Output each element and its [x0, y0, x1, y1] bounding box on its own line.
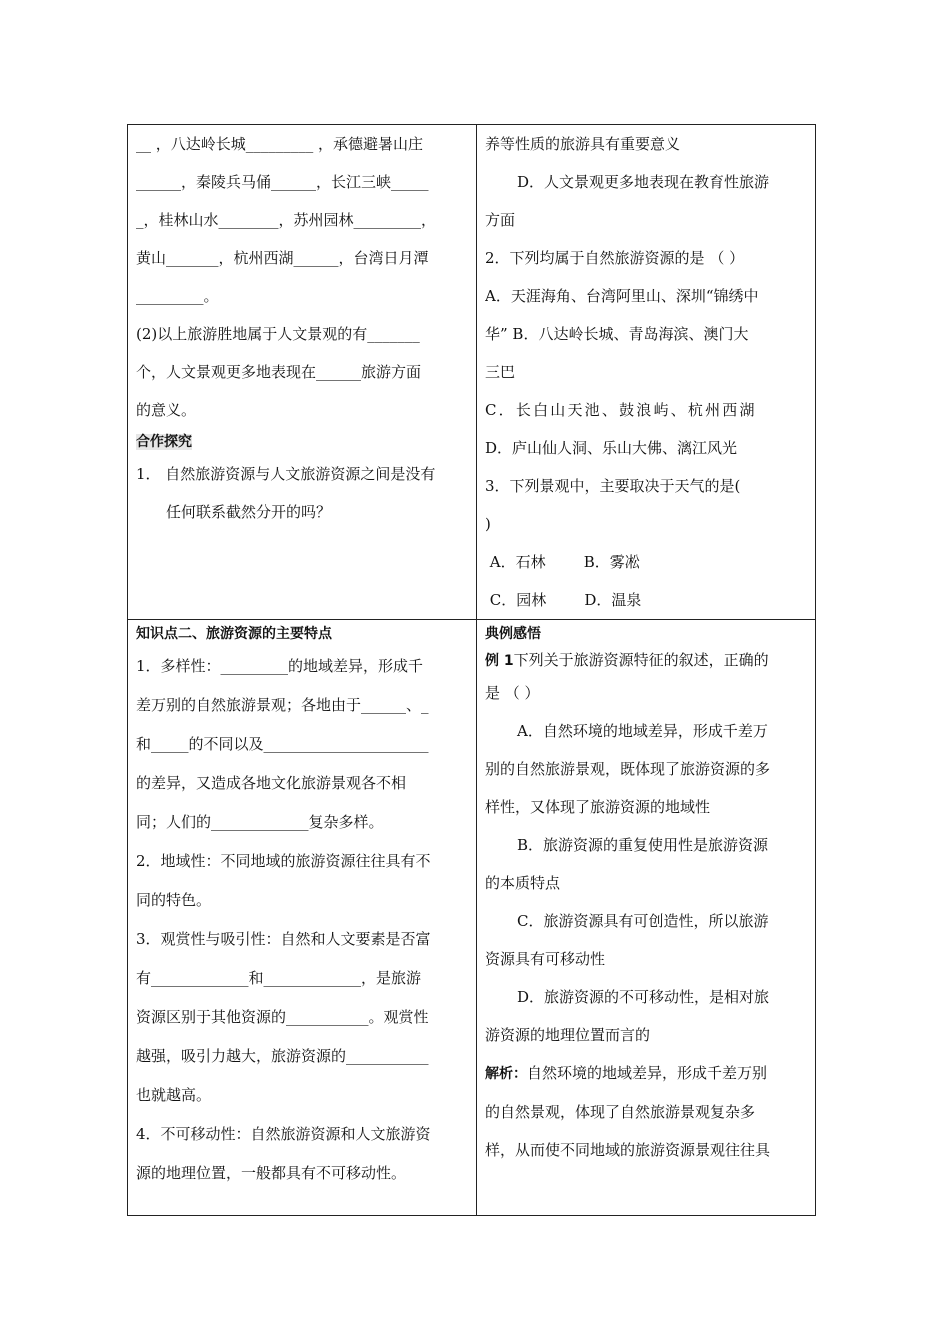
- top-right-cell: [485, 125, 811, 619]
- example-line: 别的自然旅游景观，既体现了旅游资源的多: [485, 760, 771, 778]
- analysis-line: 的自然景观，体现了自然旅游景观复杂多: [485, 1103, 756, 1121]
- question-line: 的意义。: [136, 401, 197, 419]
- feature-regionality: 2．地域性：不同地域的旅游资源往往具有不: [136, 852, 431, 870]
- option-d: D．庐山仙人洞、乐山大佛、漓江风光: [485, 439, 738, 457]
- fill-blank-line: _，桂林山水________，苏州园林_________，: [136, 211, 437, 229]
- feature-text: 越强，吸引力越大，旅游资源的___________: [136, 1047, 429, 1065]
- option-c: C．长白山天池、鼓浪屿、杭州西湖: [485, 401, 757, 419]
- question-2: 2．下列均属于自然旅游资源的是 （ ）: [485, 249, 745, 267]
- example-line: 游资源的地理位置而言的: [485, 1026, 651, 1044]
- question-3-paren: ): [485, 515, 491, 533]
- option-text: D．人文景观更多地表现在教育性旅游: [517, 173, 770, 191]
- example-option-c: C．旅游资源具有可创造性，所以旅游: [517, 912, 769, 930]
- bottom-left-cell: [136, 621, 470, 1193]
- question-3: 3．下列景观中，主要取决于天气的是(: [485, 477, 741, 495]
- example-heading: 典例感悟: [485, 626, 541, 642]
- analysis-line: 样，从而使不同地域的旅游资源景观往往具: [485, 1141, 771, 1159]
- analysis-text: 自然环境的地域差异，形成千差万别: [527, 1064, 768, 1082]
- feature-text: 有_____________和_____________，是旅游: [136, 969, 422, 987]
- feature-text: 源的地理位置，一般都具有不可移动性。: [136, 1164, 407, 1182]
- knowledge-point-heading: 知识点二、旅游资源的主要特点: [136, 626, 332, 642]
- section-heading-cooperative-inquiry: 合作探究: [136, 434, 192, 450]
- example-line: 样性，又体现了旅游资源的地域性: [485, 798, 711, 816]
- feature-text: 资源区别于其他资源的___________。观赏性: [136, 1008, 429, 1026]
- example-option-a: A．自然环境的地域差异，形成千差万: [517, 722, 768, 740]
- example-option-b: B．旅游资源的重复使用性是旅游资源: [517, 836, 769, 854]
- option-b-continued: 三巴: [485, 363, 516, 381]
- option-b: 华” B．八达岭长城、青岛海滨、澳门大: [485, 325, 749, 343]
- row-divider: [128, 619, 815, 620]
- top-left-cell: [136, 125, 470, 531]
- analysis-label: 解析：: [485, 1066, 527, 1082]
- options-ab: A．石林 B．雾凇: [485, 553, 640, 571]
- feature-text: 差万别的自然旅游景观；各地由于______、_: [136, 696, 429, 714]
- option-a: A．天涯海角、台湾阿里山、深圳“锦绣中: [485, 287, 759, 305]
- feature-text: 同；人们的_____________复杂多样。: [136, 813, 384, 831]
- fill-blank-line: 黄山_______，杭州西湖______，台湾日月潭: [136, 249, 429, 267]
- options-cd: C．园林 D．温泉: [485, 591, 642, 609]
- feature-attractiveness: 3．观赏性与吸引性：自然和人文要素是否富: [136, 930, 431, 948]
- question-line: 个，人文景观更多地表现在______旅游方面: [136, 363, 422, 381]
- feature-immobility: 4．不可移动性：自然旅游资源和人文旅游资: [136, 1125, 431, 1143]
- inquiry-question-continued: 任何联系截然分开的吗？: [166, 503, 332, 521]
- example-line: 的本质特点: [485, 874, 561, 892]
- option-text: 方面: [485, 211, 516, 229]
- feature-text: 和_____的不同以及______________________: [136, 735, 429, 753]
- bottom-right-cell: [485, 621, 811, 1169]
- example-line: 是 （ ）: [485, 684, 540, 702]
- example-1-intro: [485, 647, 811, 674]
- example-text: 下列关于旅游资源特征的叙述，正确的: [513, 651, 769, 669]
- option-text: 养等性质的旅游具有重要意义: [485, 135, 681, 153]
- feature-text: 的差异，又造成各地文化旅游景观各不相: [136, 774, 407, 792]
- analysis-intro: [485, 1054, 811, 1093]
- column-divider: [476, 125, 477, 1215]
- fill-blank-line: __ ，八达岭长城_________ ，承德避暑山庄: [136, 135, 424, 153]
- fill-blank-line: _________。: [136, 287, 219, 305]
- example-option-d: D．旅游资源的不可移动性，是相对旅: [517, 988, 770, 1006]
- inquiry-question: 1． 自然旅游资源与人文旅游资源之间是没有: [136, 465, 436, 483]
- example-label: 例 1: [485, 653, 514, 669]
- feature-text: 也就越高。: [136, 1086, 212, 1104]
- example-line: 资源具有可移动性: [485, 950, 606, 968]
- feature-text: 同的特色。: [136, 891, 212, 909]
- worksheet-table: [127, 124, 816, 1216]
- feature-diversity: 1．多样性：_________的地域差异，形成千: [136, 657, 424, 675]
- fill-blank-line: ______，秦陵兵马俑______，长江三峡_____: [136, 173, 429, 191]
- question-line: (2)以上旅游胜地属于人文景观的有_______: [136, 325, 420, 343]
